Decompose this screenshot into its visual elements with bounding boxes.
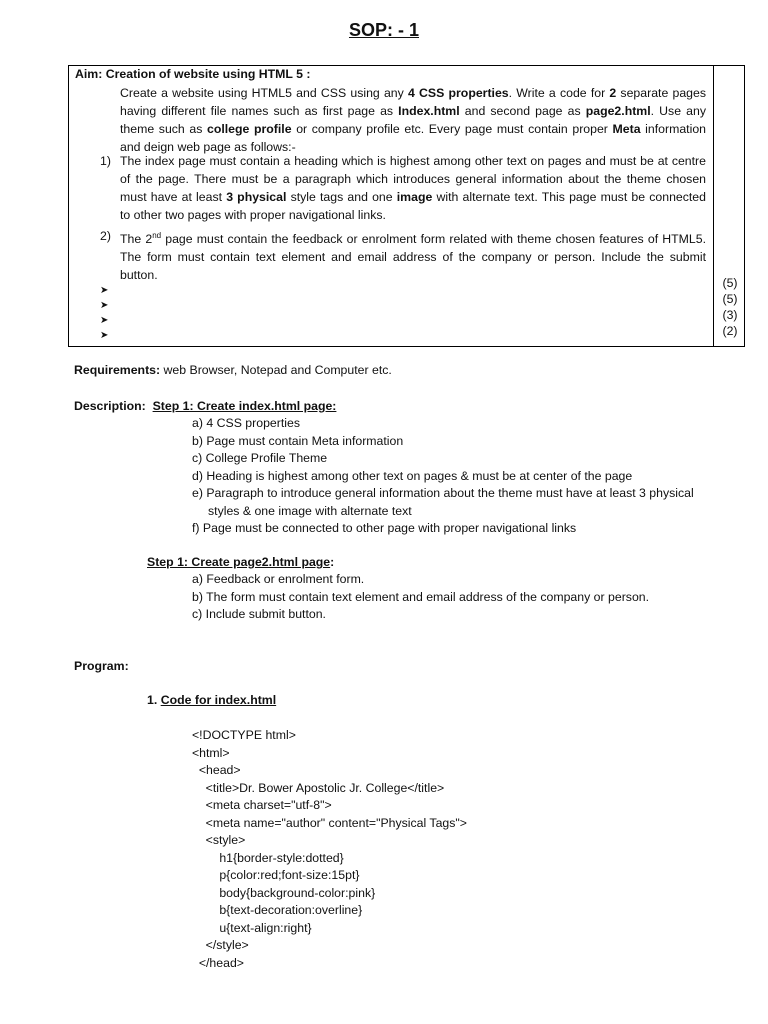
code-line: u{text-align:right}	[192, 920, 312, 935]
code-line: <meta name="author" content="Physical Tags">	[192, 815, 467, 830]
step2-item: c) Include submit button.	[192, 607, 326, 621]
mark-value: (2)	[722, 324, 738, 338]
aim-item-1-run: style tags and one	[286, 190, 397, 204]
code-heading-number: 1.	[147, 693, 158, 707]
aim-item-1-run: 3 physical	[226, 190, 287, 204]
aim-item-1-run: The index page must contain a heading which is highest among other text on pages and must be at centre of the page. There must be a paragraph which introduces general information about the theme chosen must have at least	[120, 154, 706, 204]
arrow-bullet-icon: ➤	[100, 285, 109, 296]
arrow-bullets	[100, 283, 108, 343]
aim-intro-run: information and deign web page as follows:-	[120, 122, 707, 154]
mark-value: (5)	[722, 276, 738, 290]
step2-heading	[147, 555, 334, 569]
description-heading	[74, 399, 336, 413]
aim-intro-run: Index.html	[398, 104, 460, 118]
step1-item: c) College Profile Theme	[192, 451, 328, 465]
requirements-text: web Browser, Notepad and Computer etc.	[160, 363, 392, 377]
code-heading-text: Code for index.html	[160, 693, 277, 707]
step1-item: a) 4 CSS properties	[192, 416, 300, 430]
step1-item: f) Page must be connected to other page with proper navigational links	[192, 521, 577, 535]
aim-intro-run: Meta	[612, 122, 641, 136]
aim-item-2-post: page must contain the feedback or enrolment form related with theme chosen features of HTML5. The form must contain text element and email address of the company or person. Include the submit button.	[120, 232, 706, 283]
code-line: p{color:red;font-size:15pt}	[192, 868, 360, 882]
aim-box	[68, 65, 745, 347]
mark-value: (5)	[722, 292, 738, 306]
program-label: Program:	[74, 659, 129, 673]
arrow-bullet-icon: ➤	[100, 315, 109, 326]
marks-column	[714, 275, 746, 339]
mark-value: (3)	[722, 308, 738, 322]
step1-item: d) Heading is highest among other text on pages & must be at center of the page	[192, 468, 633, 483]
step1-item-continued: styles & one image with alternate text	[208, 503, 412, 518]
step2-heading-text: Step 1: Create page2.html page	[147, 555, 331, 569]
aim-intro-run: or company profile etc. Every page must contain proper	[291, 122, 613, 136]
aim-intro-run: . Use any theme such as	[120, 104, 706, 136]
code-line: <html>	[192, 745, 230, 760]
arrow-bullet-icon: ➤	[100, 330, 109, 341]
code-heading	[147, 693, 276, 707]
aim-item-2-sup: nd	[152, 231, 162, 240]
aim-intro-run: and second page as	[459, 104, 586, 118]
code-line: <!DOCTYPE html>	[192, 728, 296, 742]
step1-item: e) Paragraph to introduce general information about the theme must have at least 3 physical	[192, 486, 694, 500]
code-line: b{text-decoration:overline}	[192, 903, 363, 917]
aim-item-2-number: 2)	[100, 229, 111, 243]
aim-item-2-text	[120, 227, 706, 284]
code-line: <meta charset="utf-8">	[192, 798, 332, 812]
code-line: body{background-color:pink}	[192, 885, 376, 900]
aim-intro-run: page2.html	[585, 104, 651, 118]
step2-item: b) The form must contain text element and email address of the company or person.	[192, 589, 650, 604]
code-line: <head>	[192, 763, 241, 777]
aim-intro-run: Create a website using HTML5 and CSS using any	[120, 86, 408, 100]
code-line: <title>Dr. Bower Apostolic Jr. College</title>	[192, 780, 445, 795]
aim-intro-run: 2	[609, 86, 617, 100]
code-line: </head>	[192, 955, 244, 970]
aim-intro-run: 4 CSS properties	[407, 86, 509, 100]
code-line: </style>	[192, 938, 249, 952]
aim-intro-run: separate pages having different file names such as first page as	[120, 86, 706, 118]
step1-heading: Step 1: Create index.html page:	[152, 399, 337, 413]
aim-intro-run: college profile	[207, 122, 292, 136]
arrow-bullet-icon: ➤	[100, 300, 109, 311]
requirements	[74, 363, 392, 377]
description-label: Description:	[74, 399, 146, 413]
aim-intro-run: . Write a code for	[508, 86, 610, 100]
aim-item-1-run: with alternate text. This page must be connected to other two pages with proper navigational links.	[120, 190, 706, 222]
aim-heading: Aim: Creation of website using HTML 5 :	[75, 67, 311, 81]
aim-item-1-number: 1)	[100, 154, 111, 168]
step1-item: b) Page must contain Meta information	[192, 433, 404, 448]
aim-item-2-pre: The 2	[120, 232, 153, 247]
aim-intro	[120, 84, 706, 156]
aim-item-1-text	[120, 152, 706, 224]
page-title: SOP: - 1	[348, 20, 419, 40]
code-line: h1{border-style:dotted}	[192, 850, 344, 865]
step2-item: a) Feedback or enrolment form.	[192, 572, 365, 586]
step2-heading-colon: :	[330, 555, 335, 569]
requirements-label: Requirements:	[74, 363, 161, 377]
code-line: <style>	[192, 833, 246, 847]
aim-item-1-run: image	[396, 190, 433, 204]
code-block	[192, 727, 467, 972]
